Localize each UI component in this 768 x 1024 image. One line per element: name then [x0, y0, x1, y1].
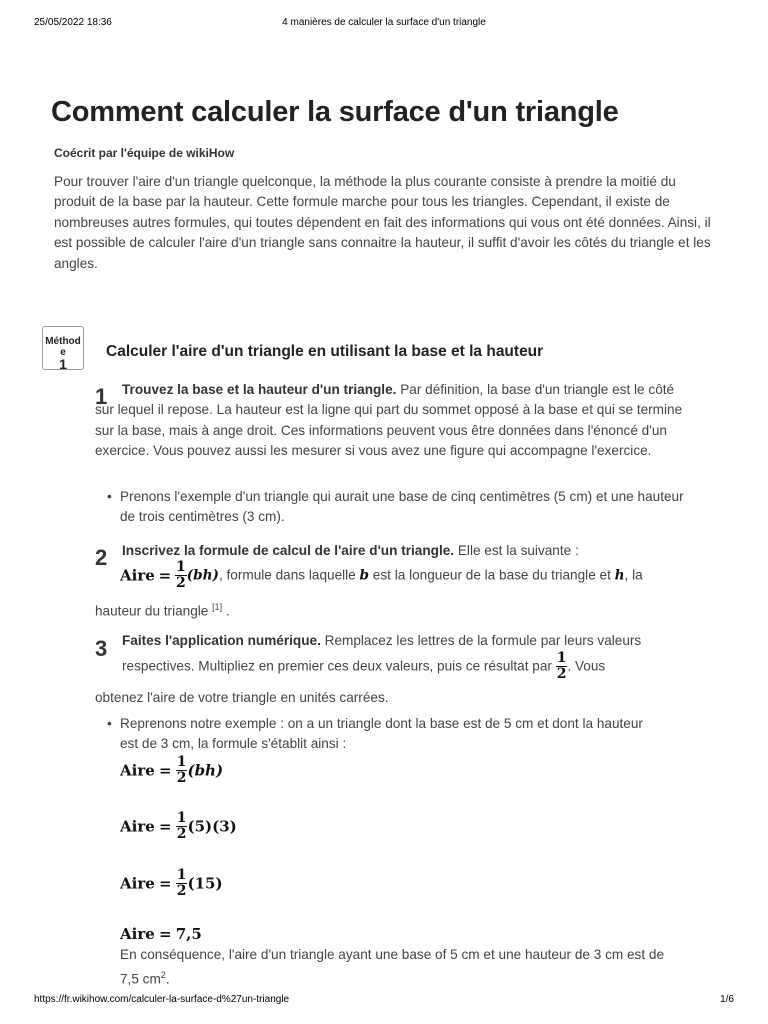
reference-1-link[interactable]: [1]	[212, 602, 223, 612]
step-1-heading: Trouvez la base et la hauteur d'un triangle.	[122, 382, 397, 397]
step-3-heading: Faites l'application numérique.	[122, 633, 321, 648]
step-3-conclusion: En conséquence, l'aire d'un triangle ayant une base of 5 cm et une hauteur de 3 cm est de 7,5 $cm^2$.	[120, 947, 665, 987]
step-number-1: 1	[95, 384, 108, 409]
print-page-number: 1/6	[720, 994, 734, 1005]
step-2-formula-line: Aire = $\frac{1}{2}$ (bh), formule dans laquelle b est la longueur de la base du triangle et h, la	[120, 559, 643, 591]
step-3-line3: obtenez l'aire de votre triangle en unités carrées.	[95, 690, 389, 705]
intro-paragraph: Pour trouver l'aire d'un triangle quelconque, la méthode la plus courante consiste à prendre la moitié du produit de la base par la hauteur. Cette formule marche pour tous les triangles. Cependant, il existe de nombreuses autres formules, qui toutes dépendent en fait des informations qui vous ont été données. Ainsi, il est possible de calculer l'aire d'un triangle sans connaitre la hauteur, il suffit d'avoir les côtés du triangle et les angles.	[54, 174, 711, 271]
method-badge-number: 1	[59, 356, 67, 372]
step-1-text	[95, 380, 685, 462]
formula-3: Aire = $\frac{1}{2}$ (15)	[120, 867, 223, 899]
print-date: 25/05/2022 18:36	[34, 17, 112, 28]
formula-4: Aire = 7,5	[120, 925, 202, 944]
step-number-3: 3	[95, 636, 108, 661]
step-1-body: Par définition, la base d'un triangle est le côté sur lequel il repose. La hauteur est la ligne qui part du sommet opposé à la base et qui se termine sur la base, mais à ange droit. Ces informations peuvent vous être données dans l'énoncé d'un exercice. Vous pouvez aussi les mesurer si vous avez une figure qui accompagne l'exercice.	[95, 382, 683, 459]
method-badge-line2: e	[60, 347, 66, 358]
step-1-bullet-text: Prenons l'exemple d'un triangle qui aurait une base de cinq centimètres (5 cm) et une hauteur de trois centimètres (3 cm).	[120, 489, 684, 525]
print-url: https://fr.wikihow.com/calculer-la-surface-d%27un-triangle	[34, 994, 290, 1005]
step-3-line1: Faites l'application numérique. Remplacez les lettres de la formule par leurs valeurs	[122, 633, 642, 648]
step-3-bullet: • Reprenons notre exemple : on a un triangle dont la base est de 5 cm et dont la hauteur est de 3 cm, la formule s'établit ainsi :	[107, 716, 643, 752]
article-title: Comment calculer la surface d'un triangle	[51, 96, 619, 128]
step-2-heading: Inscrivez la formule de calcul de l'aire d'un triangle.	[122, 543, 455, 558]
print-title: 4 manières de calculer la surface d'un triangle	[282, 17, 486, 28]
formula-1: Aire = $\frac{1}{2}$ (bh)	[120, 754, 224, 786]
method-badge-line1: Méthod	[45, 336, 81, 347]
step-3-line2: respectives. Multipliez en premier ces deux valeurs, puis ce résultat par $\frac{1}{2}$ . Vous	[122, 650, 606, 682]
byline: Coécrit par l'équipe de wikiHow	[54, 146, 235, 160]
step-2-line3: hauteur du triangle [1] .	[95, 602, 230, 619]
step-3-bullet-text: Reprenons notre exemple : on a un triangle dont la base est de 5 cm et dont la hauteur est de 3 cm, la formule s'établit ainsi :	[120, 716, 643, 752]
method-title: Calculer l'aire d'un triangle en utilisant la base et la hauteur	[106, 343, 544, 360]
formula-2: Aire = $\frac{1}{2}$ (5)(3)	[120, 810, 237, 842]
step-1-bullet: • Prenons l'exemple d'un triangle qui aurait une base de cinq centimètres (5 cm) et une hauteur de trois centimètres (3 cm).	[107, 489, 684, 525]
method-badge	[42, 326, 84, 370]
step-2-line1: Inscrivez la formule de calcul de l'aire d'un triangle. Elle est la suivante :	[122, 543, 579, 558]
step-number-2: 2	[95, 545, 108, 570]
